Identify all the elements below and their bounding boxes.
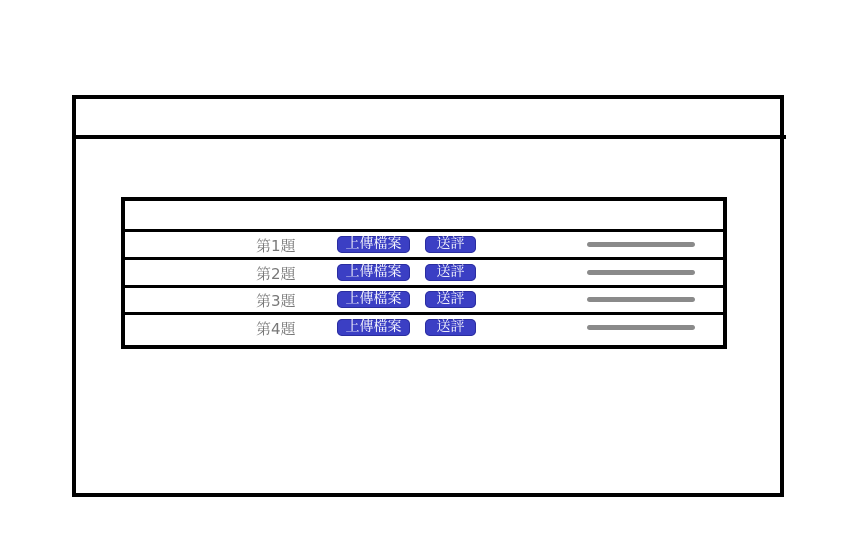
table-row [125, 232, 723, 260]
upload-file-button[interactable]: 上傳檔案 [337, 291, 410, 308]
upload-file-button[interactable]: 上傳檔案 [337, 264, 410, 281]
question-label: 第1題 [256, 237, 296, 255]
status-bar [587, 242, 695, 247]
window-title-bar [76, 99, 786, 139]
status-bar [587, 297, 695, 302]
submit-review-button[interactable]: 送評 [425, 236, 476, 253]
question-label: 第3題 [256, 292, 296, 310]
status-bar [587, 270, 695, 275]
question-label: 第4題 [256, 320, 296, 338]
submit-review-button[interactable]: 送評 [425, 264, 476, 281]
submit-review-button[interactable]: 送評 [425, 319, 476, 336]
task-table-header [125, 201, 723, 232]
upload-file-button[interactable]: 上傳檔案 [337, 319, 410, 336]
task-table [121, 197, 727, 349]
upload-file-button[interactable]: 上傳檔案 [337, 236, 410, 253]
table-row [125, 287, 723, 315]
table-row [125, 260, 723, 288]
question-label: 第2題 [256, 265, 296, 283]
status-bar [587, 325, 695, 330]
submit-review-button[interactable]: 送評 [425, 291, 476, 308]
table-row [125, 315, 723, 340]
